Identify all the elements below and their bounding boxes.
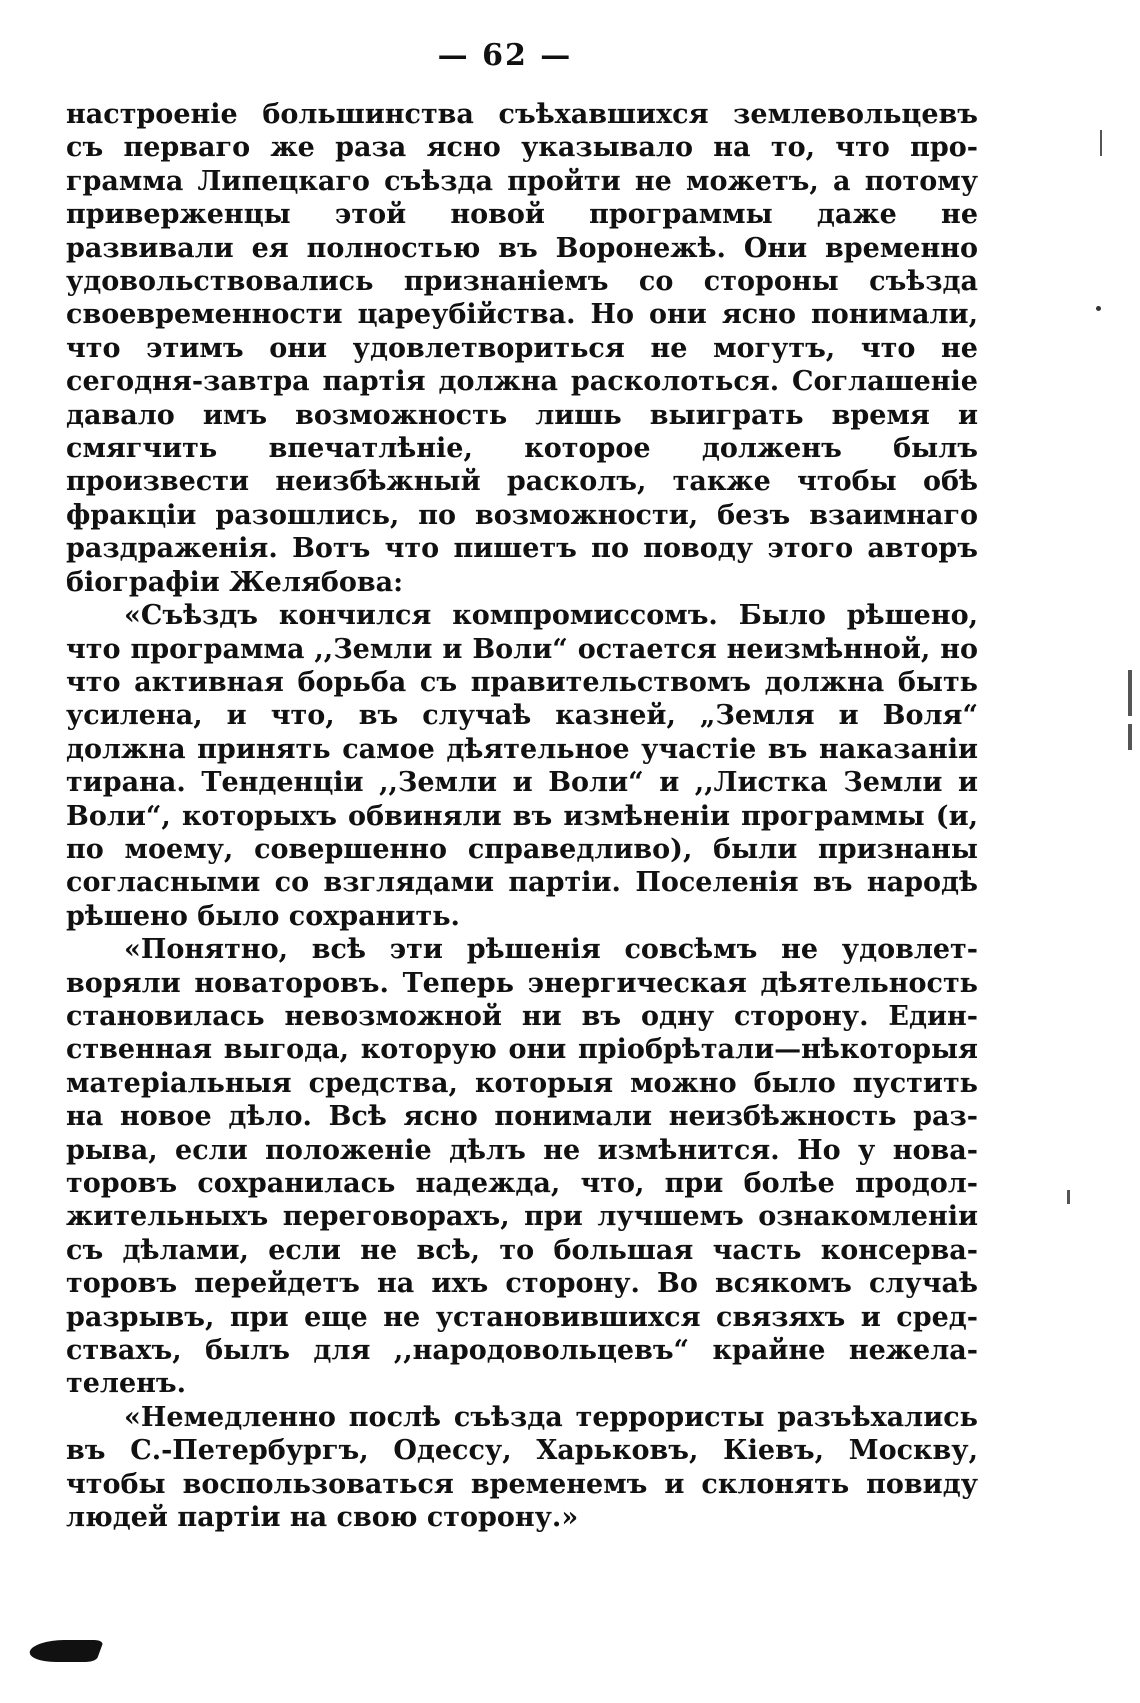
margin-mark-lower	[1067, 1190, 1070, 1204]
quote-paragraph-3: «Немедленно послѣ съѣзда террористы разъѣхались въ С.-Петербургъ, Одессу, Харьковъ, Кіевъ, Москву, чтобы воспользоваться временемъ и склонять повиду людей партіи на свою сторону.»	[66, 1401, 978, 1534]
ink-smudge	[26, 1640, 104, 1662]
quote-paragraph-1: «Съѣздъ кончился компромиссомъ. Было рѣшено, что программа ,,Земли и Воли“ остается неизмѣнной, но что активная борьба съ правительствомъ должна быть усилена, и что, въ случаѣ казней, „Земля и Воля“ должна принять самое дѣятельное участіе въ наказаніи тирана. Тенденціи ,,Земли и Воли“ и ,,Листка Земли и Воли“, которыхъ обвиняли въ измѣненіи программы (и, по моему, совершенно справедливо), были признаны согласными со взглядами партіи. Поселенія въ народѣ рѣшено было сохранить.	[66, 600, 978, 932]
intro-paragraph: настроеніе большинства съѣхавшихся землевольцевъ съ перваго же раза ясно указывало на то, что программа Липецкаго съѣзда пройти не можетъ, а потому приверженцы этой новой программы даже не развивали ея полностью въ Воронежѣ. Они временно удовольствовались признаніемъ со стороны съѣзда своевременности цареубійства. Но они ясно понимали, что этимъ они удовлетвориться не могутъ, что не сегодня-завтра партія должна расколоться. Соглашеніе давало имъ возможность лишь выиграть время и смягчить впечатлѣніе, которое долженъ былъ произвести неизбѣжный расколъ, также чтобы обѣ фракціи разошлись, по возможности, безъ взаимнаго раздраженія. Вотъ что пишетъ по поводу этого авторъ біографіи Желябова:	[66, 99, 978, 598]
page-number: — 62 —	[437, 38, 573, 73]
quote-paragraph-2: «Понятно, всѣ эти рѣшенія совсѣмъ не удовлетворяли новаторовъ. Теперь энергическая дѣятельность становилась невозможной ни въ одну сторону. Единственная выгода, которую они пріобрѣтали—нѣкоторыя матеріальныя средства, которыя можно было пустить на новое дѣло. Всѣ ясно понимали неизбѣжность разрыва, если положеніе дѣлъ не измѣнится. Но у новаторовъ сохранилась надежда, что, при болѣе продолжительныхъ переговорахъ, при лучшемъ ознакомленіи съ дѣлами, если не всѣ, то большая часть консерваторовъ перейдетъ на ихъ сторону. Во всякомъ случаѣ разрывъ, при еще не установившихся связяхъ и средствахъ, былъ для ,,народовольцевъ“ крайне нежелателенъ.	[66, 934, 978, 1400]
margin-dot	[1096, 306, 1101, 311]
margin-mark-middle-2	[1128, 724, 1132, 750]
margin-mark-top	[1100, 130, 1102, 156]
page-body	[66, 98, 978, 1534]
margin-mark-middle-1	[1128, 670, 1132, 716]
